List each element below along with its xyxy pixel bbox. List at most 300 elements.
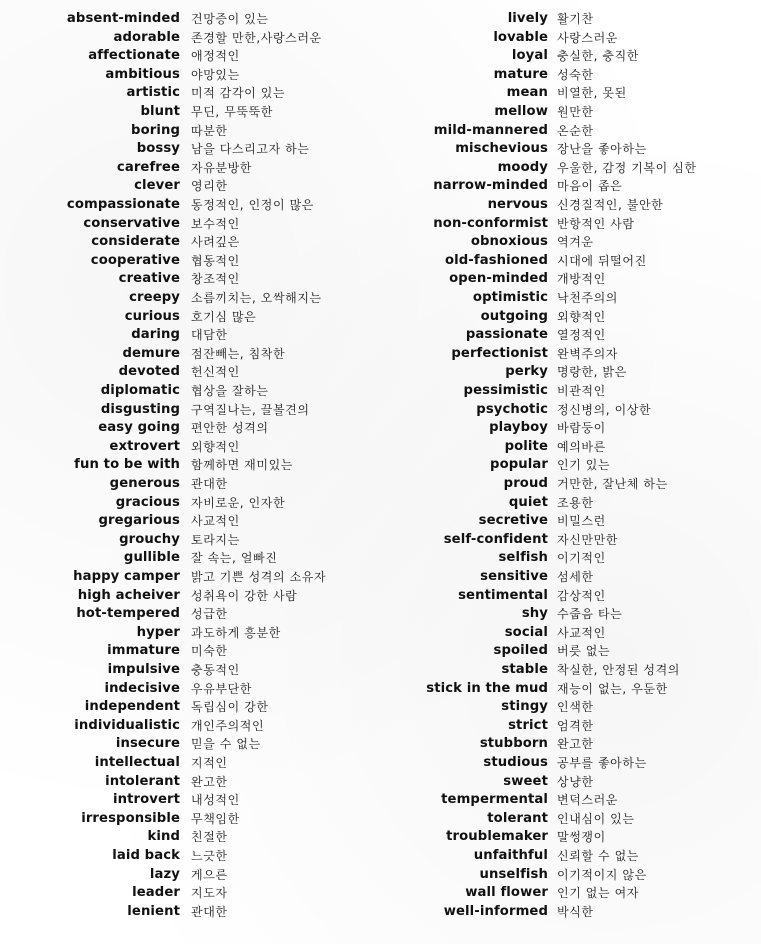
korean-definition: 창조적인 (191, 272, 240, 287)
korean-definition: 관대한 (191, 904, 228, 919)
english-term: tempermental (441, 792, 548, 808)
vocab-entry (380, 233, 761, 252)
english-term: fun to be with (74, 457, 180, 473)
korean-definition: 공부를 좋아하는 (557, 756, 647, 770)
vocab-entry (0, 401, 380, 420)
english-term: intellectual (94, 755, 180, 770)
vocab-entry (0, 326, 380, 345)
korean-definition: 대담한 (191, 328, 228, 343)
english-term: stable (501, 662, 548, 677)
english-term: outgoing (480, 308, 548, 324)
term-cell (0, 326, 180, 345)
term-cell (0, 29, 180, 48)
term-cell (380, 215, 548, 234)
vocab-entry (0, 531, 380, 550)
vocab-entry (0, 884, 380, 903)
vocab-entry (380, 549, 761, 568)
english-term: popular (490, 457, 548, 473)
vocab-entry (380, 605, 761, 624)
korean-definition: 인색한 (557, 700, 594, 715)
vocab-entry (380, 642, 761, 661)
term-cell (0, 419, 180, 438)
english-term: narrow-minded (433, 178, 548, 194)
term-cell (380, 680, 548, 699)
korean-definition: 자비로운, 인자한 (191, 495, 286, 510)
english-term: curious (124, 308, 180, 324)
korean-definition: 무딘, 무뚝뚝한 (191, 105, 273, 119)
vocab-entry (380, 270, 761, 289)
english-term: hot-tempered (76, 606, 180, 622)
korean-definition: 소름끼치는, 오싹해지는 (191, 291, 322, 305)
korean-definition: 야망있는 (191, 67, 240, 82)
english-term: artistic (126, 85, 180, 101)
term-cell (380, 140, 548, 159)
korean-definition: 사랑스러운 (557, 30, 618, 45)
english-term: cooperative (90, 252, 180, 268)
korean-definition: 엄격한 (557, 718, 594, 733)
term-cell (0, 847, 180, 866)
vocab-entry (380, 47, 761, 66)
term-cell (0, 605, 180, 624)
english-term: perfectionist (451, 345, 548, 361)
korean-definition: 이기적인 (557, 551, 606, 566)
korean-definition: 완고한 (191, 774, 228, 789)
korean-definition: 감상적인 (557, 588, 606, 603)
term-cell (380, 252, 548, 271)
english-term: irresponsible (81, 810, 180, 826)
english-term: insecure (115, 736, 180, 752)
english-term: lovable (493, 29, 548, 45)
english-term: sensitive (480, 569, 548, 584)
korean-definition: 사교적인 (557, 625, 606, 640)
term-cell (380, 270, 548, 289)
vocab-entry (0, 177, 380, 196)
term-cell (0, 233, 180, 252)
term-cell (0, 122, 180, 141)
english-term: extrovert (109, 438, 180, 454)
english-term: tolerant (487, 810, 548, 826)
english-term: daring (131, 327, 180, 343)
term-cell (0, 456, 180, 475)
korean-definition: 신경질적인, 불안한 (557, 198, 664, 212)
term-cell (0, 252, 180, 271)
korean-definition: 이기적이지 않은 (557, 867, 647, 882)
korean-definition: 독립심이 강한 (191, 700, 269, 715)
term-cell (380, 773, 548, 792)
vocab-entry (380, 159, 761, 178)
korean-definition: 거만한, 잘난체 하는 (557, 477, 668, 491)
vocab-entry (380, 103, 761, 122)
english-term: affectionate (88, 48, 180, 64)
english-term: loyal (511, 48, 548, 64)
english-term: passionate (465, 327, 548, 343)
korean-definition: 시대에 뒤떨어진 (557, 253, 647, 268)
korean-definition: 과도하게 흥분한 (191, 625, 281, 640)
term-cell (380, 159, 548, 178)
term-cell (0, 512, 180, 531)
korean-definition: 애정적인 (191, 49, 240, 64)
term-cell (380, 326, 548, 345)
english-term: individualistic (74, 717, 180, 733)
korean-definition: 친절한 (191, 830, 228, 845)
korean-definition: 성취욕이 강한 사람 (191, 588, 298, 603)
english-term: mellow (494, 104, 548, 119)
vocab-entry (0, 84, 380, 103)
english-term: lazy (149, 866, 180, 882)
term-cell (0, 140, 180, 159)
english-term: unselfish (479, 866, 548, 882)
korean-definition: 버릇 없는 (557, 644, 611, 659)
english-term: unfaithful (473, 848, 548, 863)
vocab-entry (0, 47, 380, 66)
korean-definition: 지도자 (191, 886, 228, 901)
english-term: immature (107, 643, 180, 659)
english-term: diplomatic (100, 383, 180, 398)
term-cell (380, 531, 548, 550)
english-term: adorable (113, 29, 180, 45)
term-cell (0, 624, 180, 643)
english-term: creative (118, 271, 180, 287)
korean-definition: 명랑한, 밝은 (557, 365, 627, 380)
term-cell (0, 642, 180, 661)
english-term: conservative (83, 215, 180, 231)
english-term: quiet (508, 494, 548, 510)
term-cell (0, 382, 180, 401)
term-cell (0, 587, 180, 606)
vocab-entry (380, 494, 761, 513)
korean-definition: 지적인 (191, 756, 228, 770)
korean-definition: 밝고 기쁜 성격의 소유자 (191, 570, 327, 584)
english-term: stick in the mud (426, 680, 548, 696)
english-term: selfish (498, 550, 548, 566)
korean-definition: 활기찬 (557, 12, 594, 26)
korean-definition: 미적 감각이 있는 (191, 86, 286, 101)
english-term: social (504, 624, 548, 640)
english-term: generous (109, 476, 180, 491)
korean-definition: 구역질나는, 끌볼견의 (191, 402, 310, 417)
english-term: moody (497, 159, 548, 175)
korean-definition: 보수적인 (191, 216, 240, 231)
korean-definition: 착실한, 안정된 성격의 (557, 663, 680, 677)
term-cell (0, 549, 180, 568)
korean-definition: 영리한 (191, 179, 228, 194)
korean-definition: 내성적인 (191, 793, 240, 808)
term-cell (380, 122, 548, 141)
english-term: troublemaker (446, 829, 548, 845)
vocab-entry (0, 233, 380, 252)
term-cell (380, 494, 548, 513)
english-term: playboy (489, 420, 548, 436)
vocab-entry (0, 698, 380, 717)
term-cell (0, 66, 180, 85)
korean-definition: 비관적인 (557, 384, 606, 398)
english-term: grouchy (119, 531, 180, 547)
term-cell (380, 512, 548, 531)
vocab-entry (0, 382, 380, 401)
english-term: lenient (127, 903, 180, 919)
vocab-entry (380, 587, 761, 606)
vocab-entry (380, 66, 761, 85)
vocab-entry (0, 103, 380, 122)
term-cell (0, 438, 180, 457)
term-cell (0, 475, 180, 494)
english-term: mean (506, 85, 548, 101)
english-term: ambitious (105, 66, 180, 82)
english-term: strict (508, 717, 548, 733)
english-term: mild-mannered (433, 122, 548, 138)
term-cell (0, 735, 180, 754)
term-cell (0, 866, 180, 885)
english-term: gregarious (98, 513, 180, 529)
korean-definition: 완벽주의자 (557, 346, 618, 361)
english-term: gullible (123, 550, 180, 566)
english-term: kind (147, 829, 180, 845)
vocab-entry (0, 605, 380, 624)
term-cell (380, 717, 548, 736)
term-cell (380, 791, 548, 810)
vocab-entry (0, 66, 380, 85)
korean-definition: 우유부단한 (191, 681, 252, 696)
vocab-entry (380, 363, 761, 382)
english-term: open-minded (449, 271, 548, 287)
korean-definition: 점잔빼는, 침착한 (191, 346, 286, 361)
korean-definition: 느긋한 (191, 849, 228, 863)
term-cell (380, 103, 548, 122)
term-cell (380, 47, 548, 66)
vocab-entry (380, 810, 761, 829)
term-cell (0, 773, 180, 792)
korean-definition: 말썽쟁이 (557, 830, 606, 845)
vocab-entry (380, 475, 761, 494)
vocab-entry (0, 661, 380, 680)
term-cell (0, 568, 180, 587)
english-term: self-confident (443, 531, 548, 547)
korean-definition: 인기 있는 (557, 458, 611, 473)
term-cell (0, 698, 180, 717)
english-term: high acheiver (77, 587, 180, 603)
korean-definition: 개방적인 (557, 272, 606, 287)
korean-definition: 함께하면 재미있는 (191, 458, 293, 473)
term-cell (380, 642, 548, 661)
english-term: proud (503, 476, 548, 491)
english-term: old-fashioned (444, 252, 548, 268)
english-term: secretive (478, 513, 548, 529)
term-cell (0, 84, 180, 103)
term-cell (0, 754, 180, 773)
korean-definition: 잘 속는, 얼빠진 (191, 551, 278, 566)
korean-definition: 수줍음 타는 (557, 607, 623, 622)
vocab-entry (380, 401, 761, 420)
term-cell (380, 847, 548, 866)
korean-definition: 장난을 좋아하는 (557, 142, 647, 157)
korean-definition: 반항적인 사람 (557, 216, 635, 231)
korean-definition: 충실한, 충직한 (557, 49, 639, 64)
vocab-entry (0, 735, 380, 754)
english-term: bossy (136, 141, 180, 157)
term-cell (0, 159, 180, 178)
english-term: mature (493, 66, 548, 82)
term-cell (0, 680, 180, 699)
english-term: optimistic (472, 290, 548, 305)
english-term: compassionate (66, 197, 180, 212)
vocab-entry (380, 289, 761, 308)
vocab-entry (380, 438, 761, 457)
vocab-entry (0, 363, 380, 382)
term-cell (380, 233, 548, 252)
korean-definition: 완고한 (557, 737, 594, 752)
term-cell (0, 308, 180, 327)
vocab-entry (0, 252, 380, 271)
vocab-entry (380, 419, 761, 438)
english-term: studious (483, 755, 548, 770)
english-term: mischevious (455, 141, 548, 157)
vocab-entry (380, 735, 761, 754)
korean-definition: 편안한 성격의 (191, 421, 269, 436)
korean-definition: 존경할 만한,사랑스러운 (191, 30, 322, 45)
english-term: nervous (487, 197, 548, 212)
vocab-entry (380, 345, 761, 364)
term-cell (380, 605, 548, 624)
vocab-entry (380, 326, 761, 345)
term-cell (380, 177, 548, 196)
vocab-entry (380, 140, 761, 159)
vocab-entry (380, 884, 761, 903)
vocab-entry (380, 754, 761, 773)
vocab-entry (380, 791, 761, 810)
term-cell (0, 884, 180, 903)
term-cell (0, 363, 180, 382)
vocab-entry (0, 773, 380, 792)
korean-definition: 협상을 잘하는 (191, 384, 269, 398)
vocab-entry (0, 549, 380, 568)
english-term: polite (504, 438, 548, 454)
english-term: hyper (136, 624, 180, 640)
english-term: happy camper (73, 569, 180, 584)
korean-definition: 온순한 (557, 123, 594, 138)
vocab-entry (380, 215, 761, 234)
korean-definition: 비열한, 못된 (557, 86, 627, 101)
korean-definition: 동정적인, 인정이 많은 (191, 198, 314, 212)
vocab-entry (380, 773, 761, 792)
korean-definition: 미숙한 (191, 644, 228, 659)
korean-definition: 우울한, 감정 기복이 심한 (557, 160, 697, 175)
vocab-entry (0, 308, 380, 327)
term-cell (380, 382, 548, 401)
term-cell (380, 568, 548, 587)
korean-definition: 믿을 수 없는 (191, 737, 261, 752)
korean-definition: 정신병의, 이상한 (557, 402, 652, 417)
english-term: carefree (116, 159, 180, 175)
vocab-entry (0, 903, 380, 922)
term-cell (0, 47, 180, 66)
vocab-entry (0, 140, 380, 159)
term-cell (0, 345, 180, 364)
vocab-entry (0, 215, 380, 234)
english-term: blunt (140, 104, 180, 119)
vocab-entry (0, 438, 380, 457)
korean-definition: 역겨운 (557, 235, 594, 250)
vocab-entry (380, 531, 761, 550)
term-cell (0, 10, 180, 29)
term-cell (380, 828, 548, 847)
english-term: stubborn (479, 736, 548, 752)
korean-definition: 건망증이 있는 (191, 12, 269, 26)
vocab-entry (380, 866, 761, 885)
korean-definition: 변덕스러운 (557, 793, 618, 808)
korean-definition: 자신만만한 (557, 532, 618, 547)
term-cell (0, 215, 180, 234)
korean-definition: 신뢰할 수 없는 (557, 849, 639, 863)
english-term: absent-minded (66, 11, 180, 26)
english-term: wall flower (465, 885, 548, 901)
english-term: disgusting (100, 401, 180, 417)
vocab-entry (380, 903, 761, 922)
korean-definition: 마음이 좁은 (557, 179, 623, 194)
term-cell (0, 828, 180, 847)
vocab-entry (0, 196, 380, 215)
vocab-entry (0, 512, 380, 531)
vocab-entry (380, 29, 761, 48)
korean-definition: 관대한 (191, 477, 228, 491)
term-cell (0, 196, 180, 215)
term-cell (380, 698, 548, 717)
term-cell (0, 903, 180, 922)
term-cell (380, 345, 548, 364)
english-term: demure (122, 345, 180, 361)
vocab-entry (380, 177, 761, 196)
english-term: leader (132, 885, 180, 901)
english-term: devoted (118, 364, 180, 380)
vocab-entry (0, 828, 380, 847)
korean-definition: 섬세한 (557, 570, 594, 584)
korean-definition: 호기심 많은 (191, 309, 257, 324)
english-term: independent (84, 699, 180, 715)
english-term: obnoxious (470, 234, 548, 250)
vocab-entry (380, 680, 761, 699)
korean-definition: 토라지는 (191, 532, 240, 547)
term-cell (380, 624, 548, 643)
korean-definition: 개인주의적인 (191, 718, 265, 733)
vocab-entry (380, 568, 761, 587)
english-term: spoiled (493, 643, 548, 659)
vocab-entry (0, 10, 380, 29)
term-cell (0, 289, 180, 308)
korean-definition: 충동적인 (191, 663, 240, 677)
vocab-entry (380, 717, 761, 736)
vocab-entry (0, 791, 380, 810)
english-term: stingy (501, 699, 548, 715)
english-term: impulsive (107, 662, 180, 677)
vocab-entry (380, 196, 761, 215)
english-term: intolerant (105, 773, 180, 789)
korean-definition: 바람둥이 (557, 421, 606, 436)
korean-definition: 무책임한 (191, 811, 240, 826)
vocab-entry (0, 29, 380, 48)
term-cell (380, 66, 548, 85)
english-term: clever (134, 178, 180, 194)
korean-definition: 사려깊은 (191, 235, 240, 250)
vocab-entry (380, 382, 761, 401)
english-term: well-informed (443, 903, 548, 919)
vocab-entry (380, 84, 761, 103)
korean-definition: 성숙한 (557, 67, 594, 82)
english-term: introvert (112, 792, 180, 808)
vocab-entry (380, 661, 761, 680)
korean-definition: 따분한 (191, 123, 228, 138)
vocab-entry (0, 419, 380, 438)
term-cell (380, 754, 548, 773)
term-cell (0, 791, 180, 810)
